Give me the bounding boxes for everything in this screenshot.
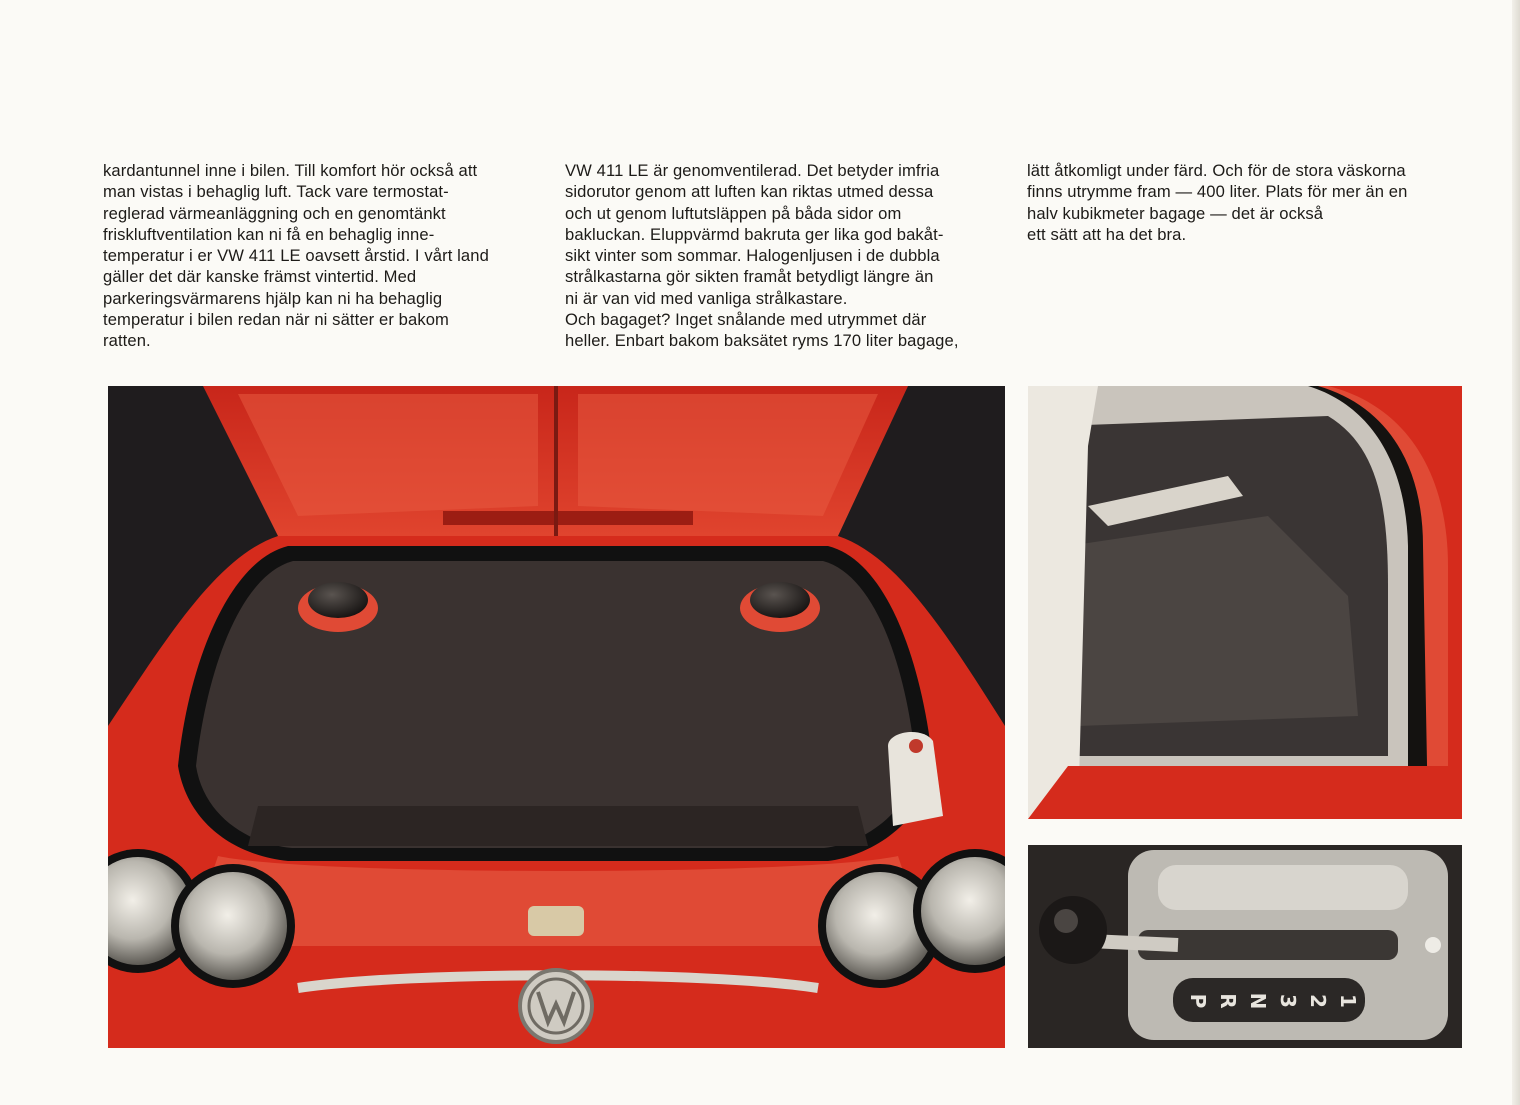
text-line: reglerad värmeanläggning och en genomtänkt: [103, 203, 446, 223]
shifter-label-1: 1: [1336, 994, 1360, 1008]
shifter-label-n: N: [1246, 992, 1270, 1010]
gear-shifter-photo: [1028, 845, 1462, 1048]
page-edge: [1512, 0, 1520, 1105]
text-line: ni är van vid med vanliga strålkastare.: [565, 288, 848, 308]
text-line: sidorutor genom att luften kan riktas utmed dessa: [565, 182, 934, 202]
text-line: Och bagaget? Inget snålande med utrymmet där: [565, 310, 927, 330]
text-column-1: [103, 160, 535, 352]
text-line: man vistas i behaglig luft. Tack vare termostat-: [103, 182, 449, 202]
text-line: kardantunnel inne i bilen. Till komfort hör också att: [103, 161, 478, 180]
text-line: heller. Enbart bakom baksätet ryms 170 liter bagage,: [565, 331, 959, 351]
text-line: temperatur i er VW 411 LE oavsett årstid. I vårt land: [103, 246, 489, 266]
text-line: och ut genom luftutsläppen på båda sidor om: [565, 203, 902, 223]
text-line: strålkastarna gör sikten framåt betydligt längre än: [565, 267, 934, 287]
text-line: lätt åtkomligt under färd. Och för de stora väskorna: [1027, 161, 1406, 180]
shifter-label-2: 2: [1306, 994, 1330, 1008]
text-line: ratten.: [103, 331, 151, 351]
text-line: sikt vinter som sommar. Halogenljusen i de dubbla: [565, 246, 940, 266]
text-line: bakluckan. Eluppvärmd bakruta ger lika god bakåt-: [565, 224, 944, 244]
text-line: parkeringsvärmarens hjälp kan ni ha behaglig: [103, 288, 443, 308]
front-trunk-photo: [108, 386, 1005, 1048]
text-line: VW 411 LE är genomventilerad. Det betyder imfria: [565, 161, 940, 180]
text-line: gäller det där kanske främst vintertid. Med: [103, 267, 417, 287]
text-line: temperatur i bilen redan när ni sätter er bakom: [103, 310, 449, 330]
text-column-2: [565, 160, 1010, 352]
text-column-3: [1027, 160, 1459, 245]
shifter-label-p: P: [1186, 993, 1210, 1009]
rear-luggage-photo: [1028, 386, 1462, 819]
text-line: halv kubikmeter bagage — det är också: [1027, 203, 1324, 223]
text-line: ett sätt att ha det bra.: [1027, 224, 1187, 244]
shifter-label-3: 3: [1276, 994, 1300, 1008]
text-line: friskluftventilation kan ni få en behaglig inne-: [103, 224, 435, 244]
text-line: finns utrymme fram — 400 liter. Plats för mer än en: [1027, 182, 1408, 202]
shifter-label-r: R: [1216, 993, 1240, 1009]
